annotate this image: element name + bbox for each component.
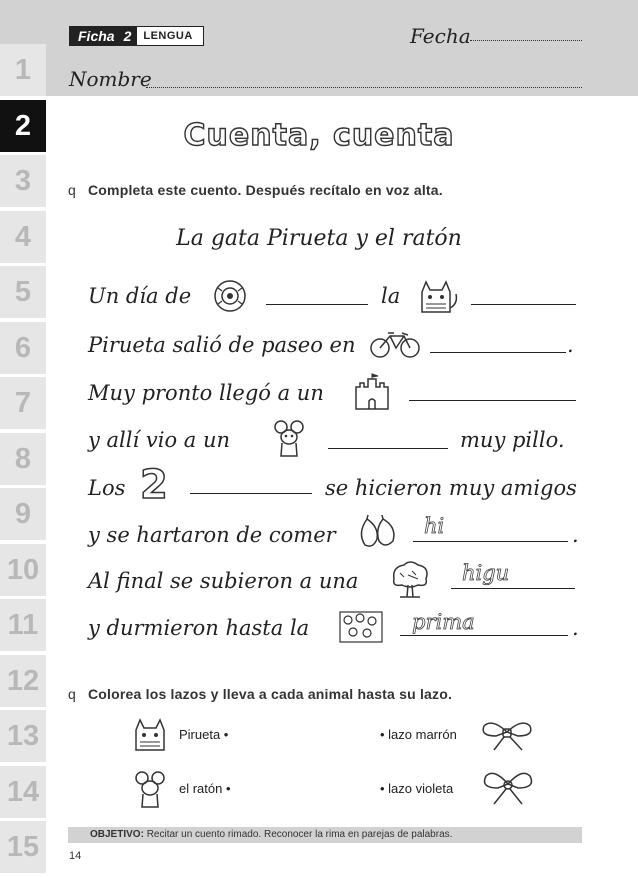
answer-blank[interactable] xyxy=(451,588,575,589)
answer-blank[interactable] xyxy=(409,400,576,401)
story-text: muy pillo. xyxy=(460,428,565,452)
tab-12[interactable]: 12 xyxy=(0,655,46,709)
story-text: . xyxy=(567,333,574,357)
answer-blank[interactable] xyxy=(413,541,568,542)
tab-5[interactable]: 5 xyxy=(0,266,46,320)
story-text: . xyxy=(572,616,579,640)
unit-tabs xyxy=(0,44,46,877)
answer-blank[interactable] xyxy=(266,304,368,305)
traced-word: higu xyxy=(462,561,510,585)
instruction-text: Completa este cuento. Después recítalo en voz alta. xyxy=(88,182,443,198)
ficha-badge xyxy=(69,26,204,46)
bow-icon xyxy=(478,716,536,754)
checkbox-bullet-icon: q xyxy=(68,686,76,702)
objective-label: OBJETIVO: xyxy=(90,829,144,840)
page-number: 14 xyxy=(69,850,82,862)
number-two-outline: 2 xyxy=(140,462,168,508)
checkbox-bullet-icon: q xyxy=(68,182,76,198)
answer-blank[interactable] xyxy=(190,493,312,494)
nombre-field[interactable] xyxy=(146,87,582,88)
figs-icon xyxy=(355,513,399,549)
tab-9[interactable]: 9 xyxy=(0,488,46,542)
fig-tree-icon xyxy=(388,559,432,599)
cat-icon xyxy=(416,278,460,316)
tab-11[interactable]: 11 xyxy=(0,599,46,653)
tab-7[interactable]: 7 xyxy=(0,377,46,431)
instruction-text: Colorea los lazos y lleva a cada animal hasta su lazo. xyxy=(88,686,453,702)
story-text: . xyxy=(572,523,579,547)
tab-13[interactable]: 13 xyxy=(0,710,46,764)
tab-4[interactable]: 4 xyxy=(0,211,46,265)
match-left-item[interactable]: Pirueta • xyxy=(179,727,229,742)
fecha-label: Fecha xyxy=(410,24,471,48)
story-text: y durmieron hasta la xyxy=(88,616,310,640)
answer-blank[interactable] xyxy=(328,448,448,449)
bicycle-icon xyxy=(368,330,422,360)
story-text: Muy pronto llegó a un xyxy=(88,381,324,405)
tab-14[interactable]: 14 xyxy=(0,766,46,820)
tab-2[interactable]: 2 xyxy=(0,100,46,154)
mouse-icon xyxy=(272,419,306,459)
objective-description: Recitar un cuento rimado. Reconocer la rima en parejas de palabras. xyxy=(146,829,453,840)
bow-icon xyxy=(480,768,536,808)
tab-6[interactable]: 6 xyxy=(0,322,46,376)
match-left-item[interactable]: el ratón • xyxy=(179,781,231,796)
story-text: Al final se subieron a una xyxy=(88,569,359,593)
ficha-number: 2 xyxy=(120,27,138,45)
fecha-field[interactable] xyxy=(470,40,582,41)
flower-bed-icon xyxy=(338,608,384,644)
story-text: Pirueta salió de paseo en xyxy=(88,333,356,357)
tab-1[interactable]: 1 xyxy=(0,44,46,98)
mouse-icon xyxy=(134,770,166,810)
answer-blank[interactable] xyxy=(430,352,566,353)
traced-word: hi xyxy=(424,514,445,538)
traced-word: prima xyxy=(412,610,475,634)
story-text: y se hartaron de comer xyxy=(88,523,336,547)
match-right-item[interactable]: • lazo marrón xyxy=(380,727,457,742)
page-title: Cuenta, cuenta xyxy=(183,118,455,153)
flower-icon xyxy=(210,278,250,314)
ficha-label: Ficha xyxy=(70,27,120,45)
story-text: la xyxy=(381,284,401,308)
story-text: se hicieron muy amigos xyxy=(325,476,577,500)
tab-15[interactable]: 15 xyxy=(0,821,46,875)
story-title: La gata Pirueta y el ratón xyxy=(176,226,462,251)
story-text: Los xyxy=(88,476,126,500)
castle-icon xyxy=(352,373,392,411)
answer-blank[interactable] xyxy=(400,635,568,636)
story-text: y allí vio a un xyxy=(88,428,231,452)
answer-blank[interactable] xyxy=(471,304,576,305)
subject-label: LENGUA xyxy=(137,27,202,45)
objective-text xyxy=(90,829,452,840)
tab-3[interactable]: 3 xyxy=(0,155,46,209)
tab-8[interactable]: 8 xyxy=(0,433,46,487)
cat-icon xyxy=(130,716,170,754)
match-right-item[interactable]: • lazo violeta xyxy=(380,781,454,796)
tab-10[interactable]: 10 xyxy=(0,544,46,598)
nombre-label: Nombre xyxy=(69,67,152,91)
story-text: Un día de xyxy=(88,284,192,308)
